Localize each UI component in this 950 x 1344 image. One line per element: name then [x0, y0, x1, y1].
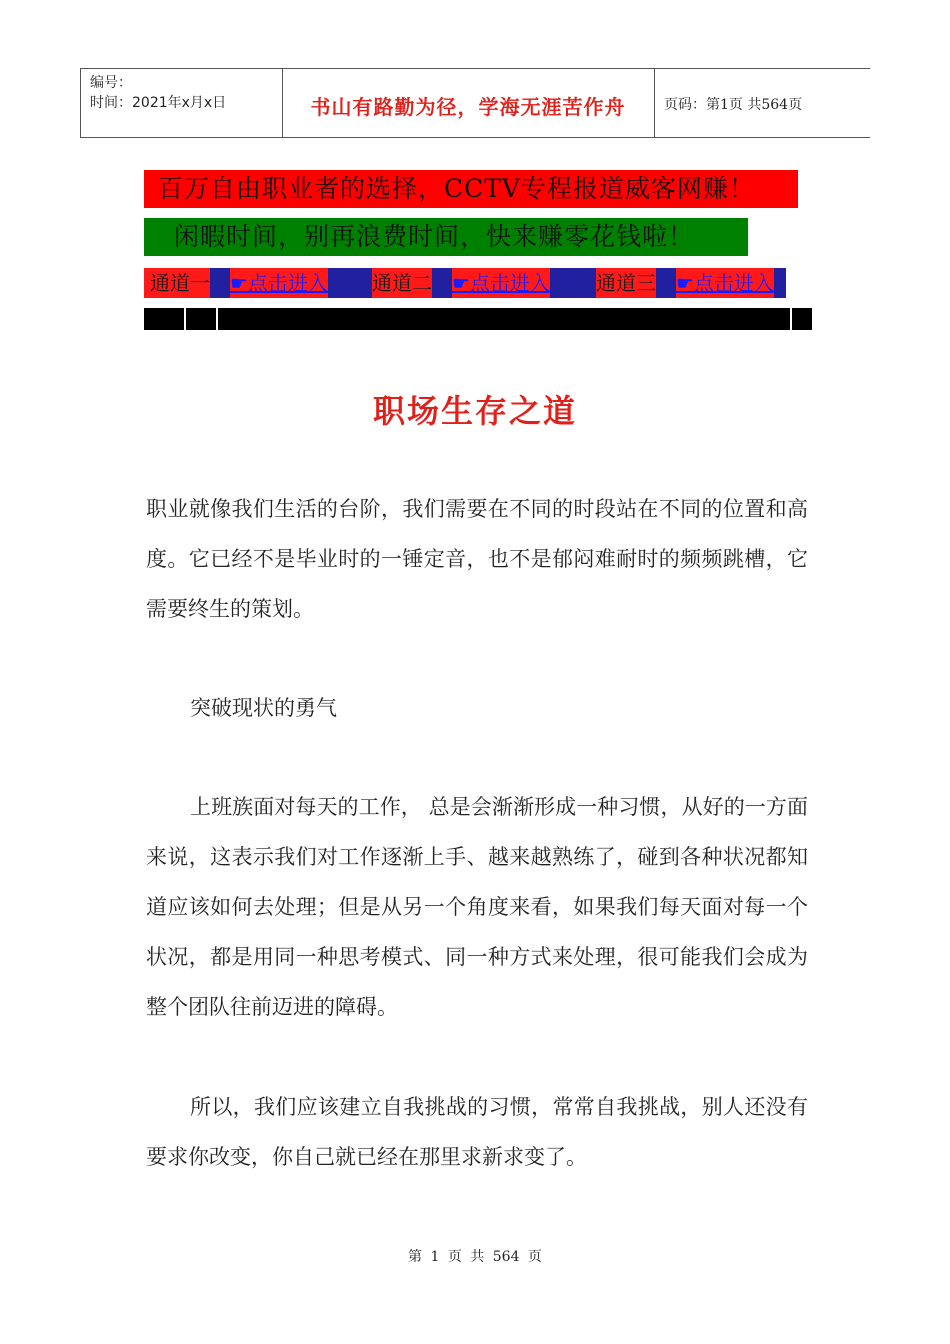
channel-links-bar [144, 268, 786, 298]
black-bar-gap-3 [790, 308, 792, 330]
channel-1-link[interactable]: ☛点击进入 [230, 268, 328, 298]
paragraph-self-challenge: 所以，我们应该建立自我挑战的习惯，常常自我挑战，别人还没有要求你改变，你自己就已经在那里求新求变了。 [146, 1095, 808, 1169]
channel-2-label: 通道二 [372, 268, 432, 298]
black-bar-gap-2 [216, 308, 218, 330]
page-footer: 第 1 页 共 564 页 [408, 1249, 542, 1265]
header-time-label: 时间：2021年x月x日 [90, 95, 227, 111]
channel-3-link[interactable]: ☛点击进入 [676, 268, 774, 298]
paragraph-habit: 上班族面对每天的工作， 总是会渐渐形成一种习惯，从好的一方面来说，这表示我们对工作逐渐上手、越来越熟练了，碰到各种状况都知道应该如何去处理；但是从另一个角度来看，如果我们每天面对每一个状况，都是用同一种思考模式、同一种方式来处理，很可能我们会成为整个团队往前迈进的障碍。 [146, 795, 808, 1019]
document-title: 职场生存之道 [372, 392, 577, 430]
black-bar-gap-1 [184, 308, 186, 330]
redacted-black-bar [144, 308, 812, 330]
header-divider-left [80, 69, 81, 137]
page-header [80, 68, 870, 138]
ad-banner-spare-time-text: 闲暇时间，别再浪费时间，快来赚零花钱啦！ [174, 222, 695, 251]
paragraph-intro: 职业就像我们生活的台阶，我们需要在不同的时段站在不同的位置和高度。它已经不是毕业时的一锤定音，也不是郁闷难耐时的频频跳槽，它需要终生的策划。 [146, 497, 808, 621]
channel-2-link[interactable]: ☛点击进入 [452, 268, 550, 298]
header-meta [90, 73, 226, 113]
channel-1-label: 通道一 [150, 268, 210, 298]
header-motto: 书山有路勤为径，学海无涯苦作舟 [310, 95, 626, 119]
ad-banner-cctv[interactable]: 百万自由职业者的选择，CCTV专程报道威客网赚！ [144, 170, 798, 208]
header-number-label: 编号： [90, 75, 132, 91]
channel-3-label: 通道三 [596, 268, 656, 298]
header-page-info: 页码：第1页 共564页 [664, 97, 803, 113]
header-divider-2 [654, 69, 655, 137]
section-heading-courage: 突破现状的勇气 [190, 696, 337, 720]
ad-banner-spare-time[interactable] [144, 218, 748, 256]
